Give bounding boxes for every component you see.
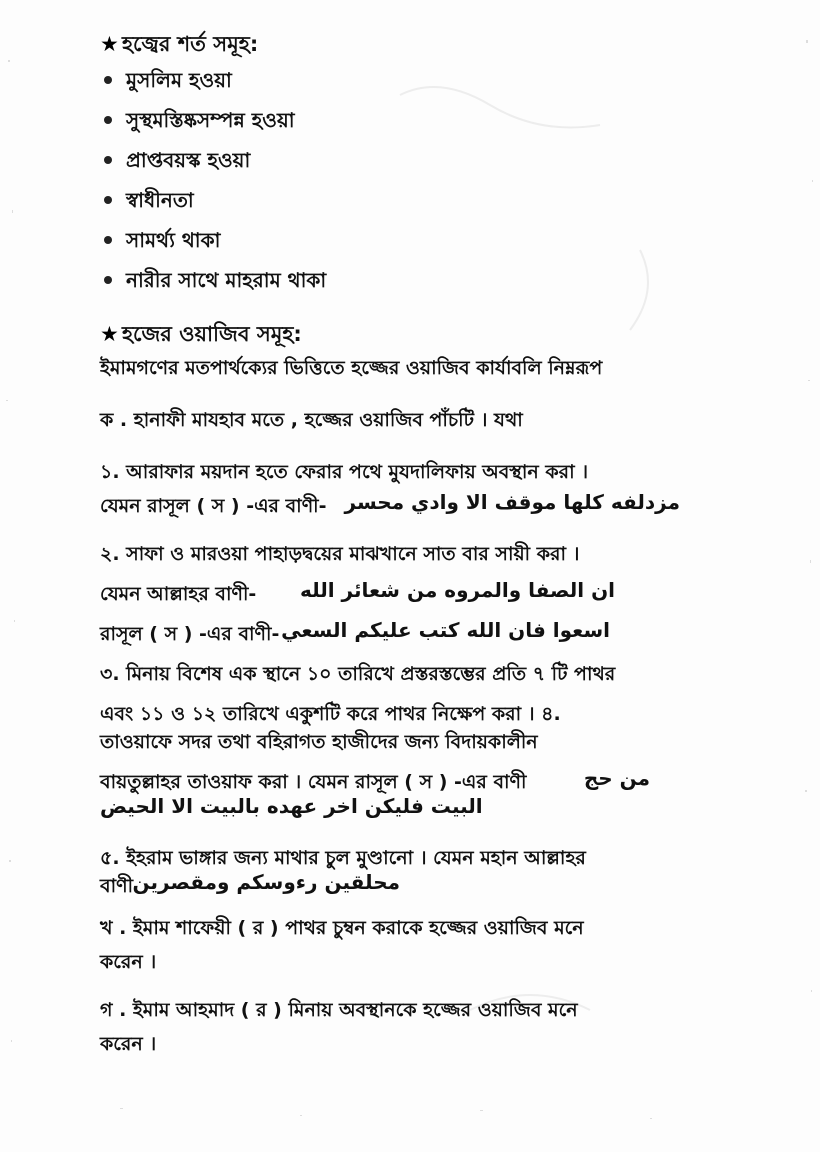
- wajib-3-line-1: ৩. মিনায় বিশেষ এক স্থানে ১০ তারিখে প্রস্তরস্তম্ভের প্রতি ৭ টি পাথর: [100, 663, 616, 685]
- bullet-dot-icon: [104, 236, 112, 244]
- conditions-heading: [100, 28, 258, 63]
- wajib-intro: ইমামগণের মতপার্থক্যের ভিত্তিতে হজ্জের ওয়াজিব কার্যাবলি নিম্নরূপ: [100, 357, 603, 379]
- wajib-4-arabic-2: البيت فليكن اخر عهده بالبيت الا الحيض: [100, 794, 483, 818]
- wajib-2-arabic-2: اسعوا فان الله كتب عليكم السعي: [281, 618, 610, 642]
- wajib-4-line-1: তাওয়াফে সদর তথা বহিরাগত হাজীদের জন্য বিদায়কালীন: [100, 731, 538, 753]
- ahmad-line-1: গ . ইমাম আহমাদ ( র ) মিনায় অবস্থানকে হজ্জের ওয়াজিব মনে: [100, 999, 578, 1021]
- wajib-1-line-2: যেমন রাসূল ( স ) -এর বাণী-: [100, 495, 327, 517]
- wajib-4-line-2: বায়তুল্লাহর তাওয়াফ করা । যেমন রাসূল ( স ) -এর বাণী: [100, 771, 527, 793]
- shafi-line-2: করেন ।: [100, 951, 157, 973]
- wajib-4-arabic-1: من حج: [583, 766, 650, 790]
- wajib-5-arabic: محلقين رءوسكم ومقصرين: [132, 870, 400, 894]
- wajib-5-line-2: বাণী: [100, 875, 134, 897]
- bullet-dot-icon: [104, 276, 112, 284]
- bullet-dot-icon: [104, 196, 112, 204]
- list-item: প্রাপ্তবয়স্ক হওয়া: [104, 146, 250, 179]
- wajib-5-line-1: ৫. ইহরাম ভাঙ্গার জন্য মাথার চুল মুণ্ডানো । যেমন মহান আল্লাহর: [100, 847, 586, 869]
- list-item: স্বাধীনতা: [104, 186, 194, 219]
- bullet-dot-icon: [104, 156, 112, 164]
- wajib-2-arabic-1: ان الصفا والمروه من شعائر الله: [299, 578, 615, 602]
- list-item: নারীর সাথে মাহরাম থাকা: [104, 266, 326, 299]
- wajib-1-line-1: ১. আরাফার ময়দান হতে ফেরার পথে মুযদালিফায় অবস্থান করা ।: [100, 461, 589, 483]
- star-icon: ★: [100, 322, 119, 346]
- shafi-line-1: খ . ইমাম শাফেয়ী ( র ) পাথর চুম্বন করাকে হজ্জের ওয়াজিব মনে: [100, 917, 584, 939]
- wajib-3-line-2: এবং ১১ ও ১২ তারিখে একুশটি করে পাথর নিক্ষেপ করা । ৪.: [100, 703, 561, 725]
- wajib-2-line-3: রাসূল ( স ) -এর বাণী-: [100, 623, 280, 645]
- list-item: মুসলিম হওয়া: [104, 66, 232, 99]
- ahmad-line-2: করেন ।: [100, 1033, 157, 1055]
- wajib-2-line-1: ২. সাফা ও মারওয়া পাহাড়দ্বয়ের মাঝখানে সাত বার সায়ী করা ।: [100, 543, 580, 565]
- wajib-2-line-2: যেমন আল্লাহর বাণী-: [100, 583, 257, 605]
- list-item: সুস্থমস্তিষ্কসম্পন্ন হওয়া: [104, 106, 295, 139]
- conditions-heading-text: হজ্বের শর্ত সমূহ:: [122, 32, 259, 56]
- bullet-dot-icon: [104, 116, 112, 124]
- list-item: সামর্থ্য থাকা: [104, 226, 220, 259]
- hanafi-line: ক . হানাফী মাযহাব মতে , হজ্জের ওয়াজিব পাঁচটি । যথা: [100, 409, 523, 431]
- wajib-heading-text: হজের ওয়াজিব সমূহ:: [122, 322, 302, 346]
- star-icon: ★: [100, 32, 119, 56]
- wajib-heading: [100, 318, 302, 353]
- wajib-1-arabic: مزدلفه كلها موقف الا وادي محسر: [344, 490, 680, 514]
- bullet-dot-icon: [104, 76, 112, 84]
